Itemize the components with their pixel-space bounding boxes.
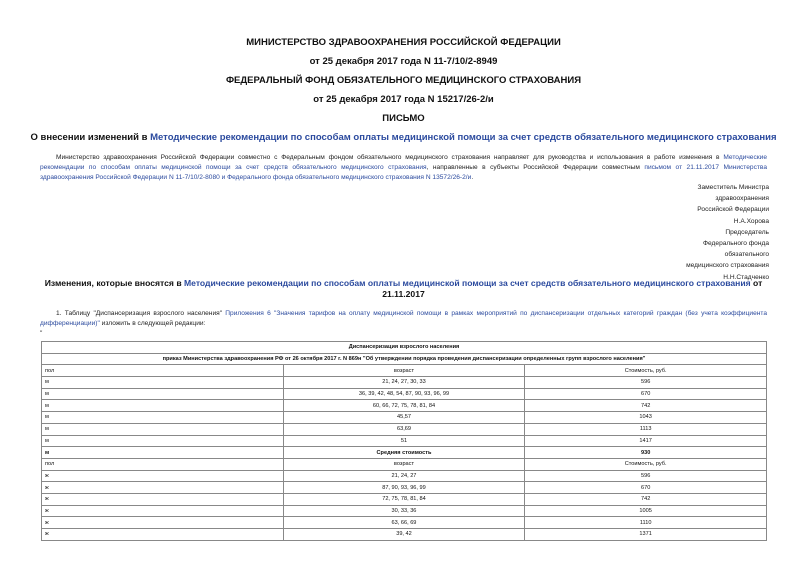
table-order: приказ Министерства здравоохранения РФ от 26 октября 2017 г. N 869н "Об утверждении порядка проведения диспансеризации определенных групп взрослого населения" [42,353,767,365]
cell-age: 60, 66, 72, 75, 78, 81, 84 [283,400,525,412]
cell-cost: 1371 [525,529,767,541]
signature-line: обязательного [724,251,769,259]
subject-prefix: О внесении изменений в [30,132,151,143]
table-header-row [42,458,767,470]
table-row [42,388,767,400]
header-cost: Стоимость, руб. [525,365,767,377]
cell-age: 21, 24, 27 [283,470,525,482]
cell-sex: ж [42,505,284,517]
signature-line: Заместитель Министра [697,184,769,191]
cell-sex: м [42,388,284,400]
cell-age: 39, 42 [283,529,525,541]
cell-cost: 596 [525,470,767,482]
cell-cost: 1110 [525,517,767,529]
cell-sex: ж [42,482,284,494]
cell-age: 72, 75, 78, 81, 84 [283,493,525,505]
signature-line: здравоохранения [715,195,769,203]
table-row [42,435,767,447]
intro-link-letter[interactable]: письмом от 21.11.2017 Министерства здравоохранения Российской Федерации N 11-7/10/2-8080 и Федерального фонда обязательного медицинского страхования N 13572/26-2/и [40,164,767,181]
table-row [42,412,767,424]
cell-cost: 1005 [525,505,767,517]
intro-text-2: , направленные в субъекты Российской Федерации совместным [426,164,645,171]
cell-cost: 1417 [525,435,767,447]
table-title: Диспансеризация взрослого населения [42,342,767,354]
ministry-reference: от 25 декабря 2017 года N 11-7/10/2-8949 [309,56,498,67]
signature-line: Федерального фонда [703,240,769,248]
cell-average-cost: 930 [525,447,767,459]
quote-mark: " [40,330,43,337]
cell-cost: 670 [525,388,767,400]
cell-cost: 1113 [525,423,767,435]
fund-reference: от 25 декабря 2017 года N 15217/26-2/и [313,94,494,105]
header-cost: Стоимость, руб. [525,458,767,470]
changes-prefix: Изменения, которые вносятся в [44,278,184,288]
cell-age: 87, 90, 93, 96, 99 [283,482,525,494]
cell-cost: 742 [525,400,767,412]
cell-sex: ж [42,493,284,505]
cell-sex: м [42,412,284,424]
changes-heading [40,278,767,300]
signature-block [569,182,769,283]
cell-sex: м [42,447,284,459]
header-sex: пол [42,458,284,470]
header-age: возраст [283,458,525,470]
cell-cost: 1043 [525,412,767,424]
cell-age: 21, 24, 27, 30, 33 [283,377,525,389]
document-type: ПИСЬМО [382,113,425,124]
signature-line: Председатель [725,228,769,236]
header-age: возраст [283,365,525,377]
table-row [42,377,767,389]
cell-age: 45,57 [283,412,525,424]
signature-line: Н.А.Хорова [733,217,769,225]
intro-paragraph [40,153,767,183]
changes-link[interactable]: Методические рекомендации по способам оплаты медицинской помощи за счет средств обязательного медицинского страхования [184,278,751,288]
cell-cost: 742 [525,493,767,505]
table-row [42,423,767,435]
table-order-row [42,353,767,365]
cell-age: 51 [283,435,525,447]
table-title-row [42,342,767,354]
cell-age: 63,69 [283,423,525,435]
point-1-link-appendix[interactable]: Приложения 6 "Значения тарифов на оплату медицинской помощи в рамках мероприятий по диспансеризации отдельных категорий граждан (без учета коэффициента дифференциации)" [40,310,767,327]
cell-age: 36, 39, 42, 48, 54, 87, 90, 93, 96, 99 [283,388,525,400]
table-row [42,400,767,412]
table-row [42,482,767,494]
cell-cost: 596 [525,377,767,389]
intro-text-3: . [471,174,474,181]
cell-sex: ж [42,529,284,541]
table-header-row [42,365,767,377]
table-average-row [42,447,767,459]
signature-line: Российской Федерации [697,206,769,214]
cell-age: 30, 33, 36 [283,505,525,517]
table-row [42,529,767,541]
cell-average-label: Средняя стоимость [283,447,525,459]
cell-sex: м [42,423,284,435]
table-row [42,505,767,517]
table-row [42,493,767,505]
fund-heading: ФЕДЕРАЛЬНЫЙ ФОНД ОБЯЗАТЕЛЬНОГО МЕДИЦИНСКОГО СТРАХОВАНИЯ [225,75,582,86]
signature-line: медицинского страхования [686,262,769,270]
table-row [42,517,767,529]
cell-sex: м [42,377,284,389]
subject-link[interactable]: Методические рекомендации по способам оплаты медицинской помощи за счет средств обязательного медицинского страхования [150,132,777,143]
point-1-paragraph [40,309,767,329]
point-1-text-1: 1. Таблицу "Диспансеризация взрослого населения" [56,310,226,317]
intro-text-1: Министерство здравоохранения Российской Федерации совместно с Федеральным фондом обязательного медицинского страхования направляет для руководства и использования в работе изменения в [56,154,724,161]
signature-line: Н.Н.Стадченко [723,273,769,281]
cell-sex: ж [42,470,284,482]
tariff-table [41,341,767,541]
cell-sex: м [42,435,284,447]
letter-subject [0,132,807,143]
point-1-text-2: изложить в следующей редакции: [99,320,206,327]
ministry-heading: МИНИСТЕРСТВО ЗДРАВООХРАНЕНИЯ РОССИЙСКОЙ ФЕДЕРАЦИИ [246,37,561,48]
header-sex: пол [42,365,284,377]
cell-sex: ж [42,517,284,529]
cell-cost: 670 [525,482,767,494]
table-row [42,470,767,482]
cell-age: 63, 66, 69 [283,517,525,529]
cell-sex: м [42,400,284,412]
changes-suffix: от 21.11.2017 [382,278,763,299]
intro-link-recommendations[interactable]: Методические рекомендации по способам оплаты медицинской помощи за счет средств обязательного медицинского страхования [40,154,767,171]
